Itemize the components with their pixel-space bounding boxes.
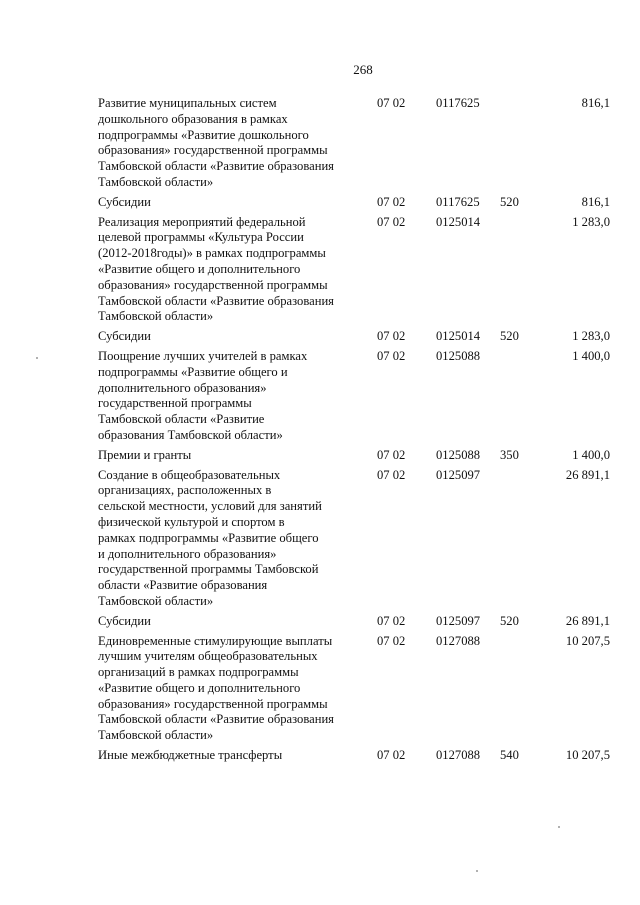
row-name: Единовременные стимулирующие выплаты лучшим учителям общеобразовательных организаций в рамках подпрограммы «Развитие общего и дополнительного образования» государственной программы Тамбовской области «Развитие образования Тамбовской области» <box>98 633 334 743</box>
row-amount: 10 207,5 <box>565 748 610 763</box>
row-name: Субсидии <box>98 329 151 344</box>
row-expense-type: 520 <box>500 329 519 344</box>
table-row <box>98 614 610 630</box>
row-name: Поощрение лучших учителей в рамках подпрограммы «Развитие общего и дополнительного образования» государственной программы Тамбовской области «Развитие образования Тамбовской области» <box>98 348 308 442</box>
table-row <box>98 96 610 191</box>
row-expense-type: 540 <box>500 748 519 763</box>
scan-speck <box>36 357 38 359</box>
row-name: Создание в общеобразовательных организациях, расположенных в сельской местности, условий для занятий физической культурой и спортом в рамках подпрограммы «Развитие общего и дополнительного образования» государственной программы Тамбовской области «Развитие образования Тамбовской области» <box>98 467 322 608</box>
row-target-code: 0117625 <box>436 96 480 110</box>
table-row <box>98 468 610 610</box>
row-section: 07 02 <box>377 613 406 628</box>
row-target-code: 0125014 <box>436 329 481 344</box>
row-section: 07 02 <box>377 96 406 110</box>
row-target-code: 0127088 <box>436 633 481 648</box>
table-row <box>98 215 610 326</box>
row-target-code: 0125097 <box>436 467 481 482</box>
row-name: Субсидии <box>98 194 151 209</box>
row-amount: 26 891,1 <box>565 467 610 482</box>
row-name: Премии и гранты <box>98 447 192 462</box>
row-amount: 26 891,1 <box>565 613 610 628</box>
row-section: 07 02 <box>377 329 406 344</box>
row-target-code: 0125088 <box>436 447 481 462</box>
row-expense-type: 520 <box>500 194 519 209</box>
row-section: 07 02 <box>377 348 406 363</box>
scan-speck <box>558 826 560 828</box>
row-amount: 816,1 <box>581 194 610 209</box>
row-amount: 1 283,0 <box>572 214 610 229</box>
row-expense-type <box>492 468 532 610</box>
table-row <box>98 748 610 764</box>
row-expense-type: 350 <box>500 447 519 462</box>
row-section: 07 02 <box>377 447 406 462</box>
row-amount: 10 207,5 <box>565 633 610 648</box>
row-expense-type <box>492 349 532 444</box>
page-number: 268 <box>353 62 373 77</box>
row-amount: 816,1 <box>581 96 610 110</box>
budget-table <box>98 96 610 768</box>
row-section: 07 02 <box>377 214 406 229</box>
row-expense-type <box>492 634 532 745</box>
row-section: 07 02 <box>377 467 406 482</box>
table-row <box>98 448 610 464</box>
row-section: 07 02 <box>377 748 406 763</box>
row-target-code: 0117625 <box>436 194 480 209</box>
table-row <box>98 634 610 745</box>
row-section: 07 02 <box>377 194 406 209</box>
row-target-code: 0125097 <box>436 613 481 628</box>
row-name: Субсидии <box>98 613 151 628</box>
scan-speck <box>476 870 478 872</box>
table-row <box>98 329 610 345</box>
table-row <box>98 195 610 211</box>
row-target-code: 0125014 <box>436 214 481 229</box>
row-target-code: 0127088 <box>436 748 481 763</box>
table-row <box>98 349 610 444</box>
row-target-code: 0125088 <box>436 348 481 363</box>
row-amount: 1 283,0 <box>572 329 610 344</box>
row-name: Развитие муниципальных систем дошкольного образования в рамках подпрограммы «Развитие дошкольного образования» государственной программы Тамбовской области «Развитие образования Тамбовской области» <box>98 96 334 189</box>
row-section: 07 02 <box>377 633 406 648</box>
row-expense-type <box>492 215 532 326</box>
row-expense-type: 520 <box>500 613 519 628</box>
row-name: Иные межбюджетные трансферты <box>98 748 283 763</box>
row-amount: 1 400,0 <box>572 348 610 363</box>
row-name: Реализация мероприятий федеральной целевой программы «Культура России (2012-2018годы)» в рамках подпрограммы «Развитие общего и дополнительного образования» государственной программы Тамбовской области «Развитие образования Тамбовской области» <box>98 214 334 324</box>
row-amount: 1 400,0 <box>572 447 610 462</box>
row-expense-type <box>492 96 532 191</box>
